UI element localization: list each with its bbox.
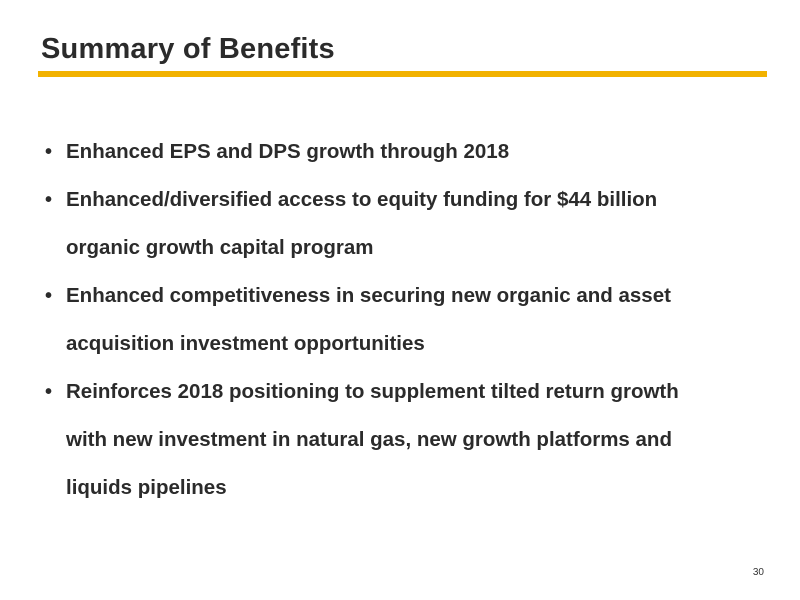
bullet-item xyxy=(40,368,780,512)
bullet-item xyxy=(40,272,780,368)
bullet-item xyxy=(40,176,780,272)
slide-title: Summary of Benefits xyxy=(41,33,335,65)
page-number: 30 xyxy=(752,567,764,578)
bullet-item xyxy=(40,128,780,176)
bullet-text: organic growth capital program xyxy=(66,236,374,259)
bullet-dot-icon: • xyxy=(45,381,53,403)
bullet-text: Reinforces 2018 positioning to supplement tilted return growth xyxy=(66,380,679,403)
bullet-dot-icon: • xyxy=(45,189,53,211)
bullet-text: Enhanced EPS and DPS growth through 2018 xyxy=(66,140,510,163)
bullet-dot-icon: • xyxy=(45,285,53,307)
title-underline xyxy=(38,71,767,77)
bullet-text: acquisition investment opportunities xyxy=(66,332,425,355)
bullet-text: with new investment in natural gas, new growth platforms and xyxy=(66,428,672,451)
bullet-text: liquids pipelines xyxy=(66,476,227,499)
bullet-list xyxy=(40,128,780,512)
bullet-text: Enhanced/diversified access to equity funding for $44 billion xyxy=(66,188,658,211)
bullet-text: Enhanced competitiveness in securing new organic and asset xyxy=(66,284,671,307)
bullet-dot-icon: • xyxy=(45,141,53,163)
